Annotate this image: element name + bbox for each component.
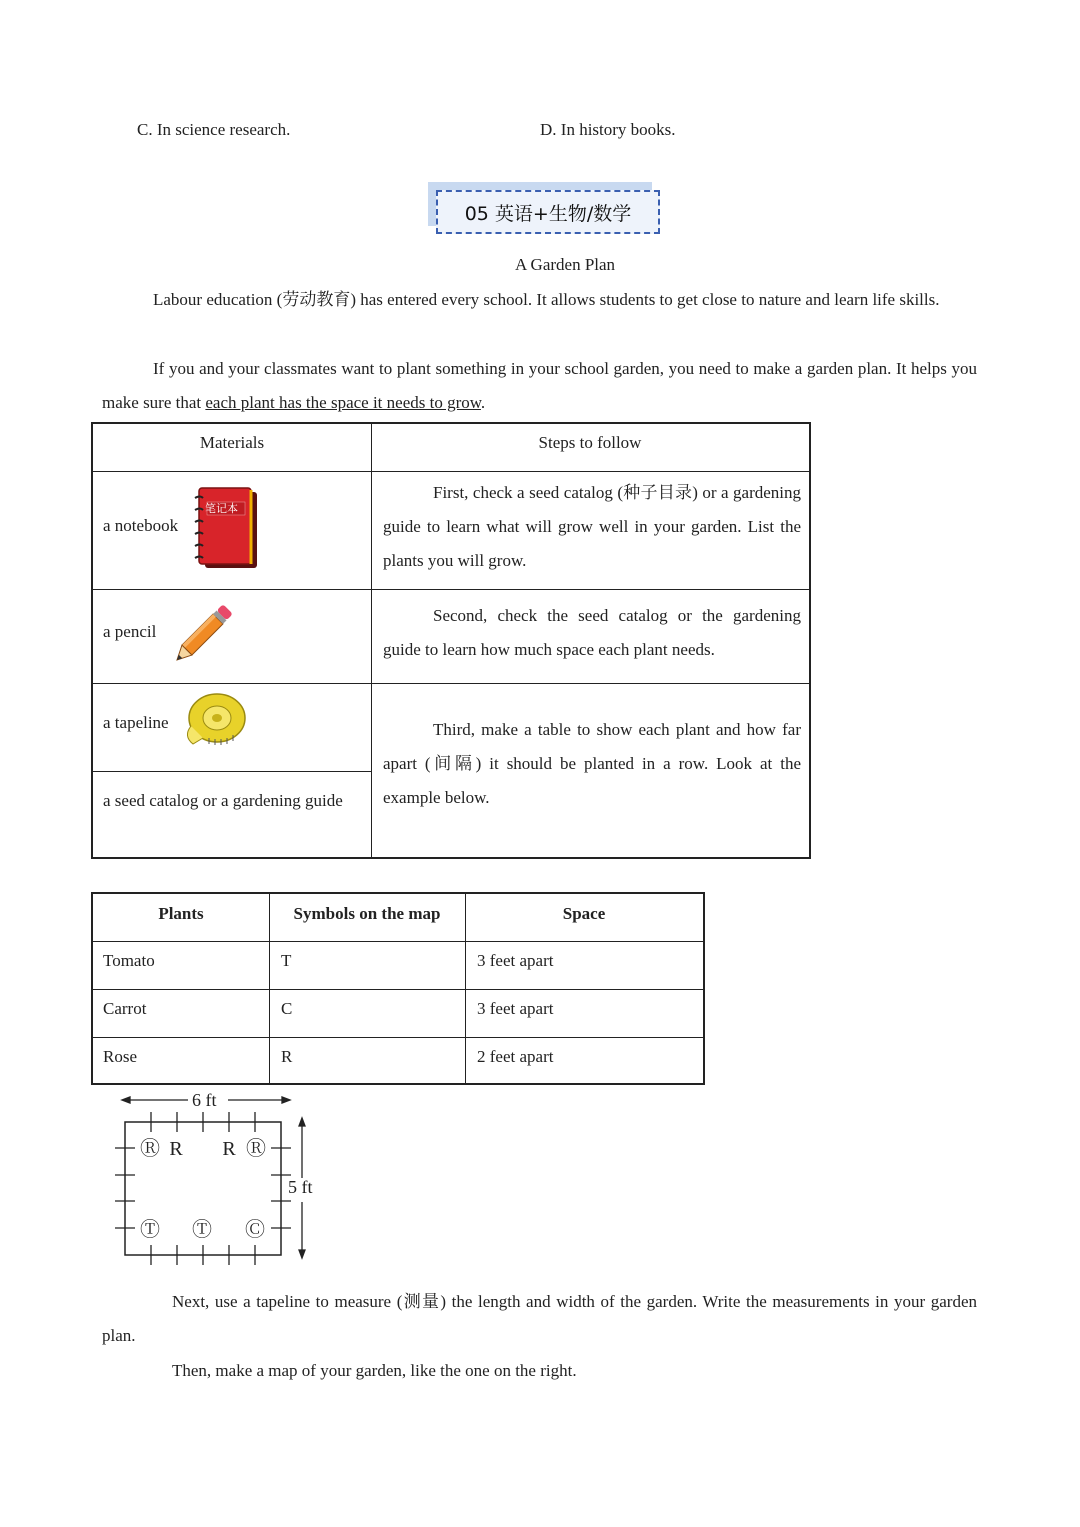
tapeline-icon — [179, 690, 249, 750]
table-cell: Rose — [103, 1047, 137, 1066]
section-tag: 05 英语+生物/数学 — [436, 190, 660, 234]
step-second: Second, check the seed catalog or the gardening guide to learn how much space each plant needs. — [383, 606, 801, 659]
map-tomato-circled: Ⓣ — [192, 1219, 212, 1241]
table-divider — [93, 683, 809, 684]
garden-map — [110, 1090, 340, 1270]
header-symbols: Symbols on the map — [293, 904, 441, 923]
option-d: D. In history books. — [540, 120, 676, 139]
map-width-label: 6 ft — [192, 1090, 217, 1110]
table-cell: C — [281, 999, 293, 1018]
map-rose: R — [169, 1138, 183, 1160]
map-height-label: 5 ft — [288, 1177, 313, 1197]
passage-title: A Garden Plan — [514, 255, 616, 274]
paragraph-4: Then, make a map of your garden, like the one on the right. — [172, 1361, 577, 1380]
table-divider — [93, 771, 371, 772]
table-divider — [93, 989, 703, 990]
materials-table — [91, 422, 811, 859]
table-divider — [93, 471, 809, 472]
pencil-icon — [171, 596, 241, 666]
paragraph-2 — [102, 352, 977, 420]
table-cell: Tomato — [103, 951, 155, 970]
header-space: Space — [562, 904, 606, 923]
paragraph-1: Labour education (劳动教育) has entered every school. It allows students to get close to nature and learn life skills. — [153, 290, 940, 309]
table-divider — [93, 589, 809, 590]
map-rose-circled: Ⓡ — [246, 1138, 266, 1160]
material-notebook: a notebook — [103, 516, 179, 535]
table-cell: Carrot — [103, 999, 147, 1018]
header-steps: Steps to follow — [538, 433, 642, 452]
step-third: Third, make a table to show each plant and how far apart (间隔) it should be planted in a row. Look at the example below. — [383, 720, 801, 807]
option-c: C. In science research. — [137, 120, 291, 139]
map-rose-circled: Ⓡ — [140, 1138, 160, 1160]
material-pencil: a pencil — [103, 622, 157, 641]
table-cell: T — [281, 951, 292, 970]
notebook-cover-text: 笔记本 — [205, 502, 238, 515]
map-rose: R — [222, 1138, 236, 1160]
table-divider — [93, 1037, 703, 1038]
table-cell: 3 feet apart — [477, 951, 554, 970]
table-cell: 3 feet apart — [477, 999, 554, 1018]
notebook-icon — [193, 486, 263, 572]
header-materials: Materials — [199, 433, 265, 452]
paragraph-2-end: . — [480, 393, 486, 412]
table-cell: R — [281, 1047, 293, 1066]
map-tomato-circled: Ⓣ — [140, 1219, 160, 1241]
paragraph-3: Next, use a tapeline to measure (测量) the length and width of the garden. Write the measurements in your garden plan. — [102, 1292, 977, 1345]
table-cell: 2 feet apart — [477, 1047, 554, 1066]
material-tapeline: a tapeline — [103, 713, 169, 732]
plants-table — [91, 892, 705, 1085]
table-divider — [371, 424, 372, 857]
step-first: First, check a seed catalog (种子目录) or a gardening guide to learn what will grow well in your garden. List the plants you will grow. — [383, 483, 801, 570]
material-seed-catalog: a seed catalog or a gardening guide — [103, 791, 343, 810]
header-plants: Plants — [158, 904, 204, 923]
map-carrot-circled: Ⓒ — [245, 1219, 265, 1241]
paragraph-2-text: If you and your classmates want to plant something in your school garden, you need to make a garden plan. It helps you make sure that — [102, 359, 977, 412]
table-divider — [93, 941, 703, 942]
paragraph-2-underlined: each plant has the space it needs to grow — [205, 393, 481, 412]
